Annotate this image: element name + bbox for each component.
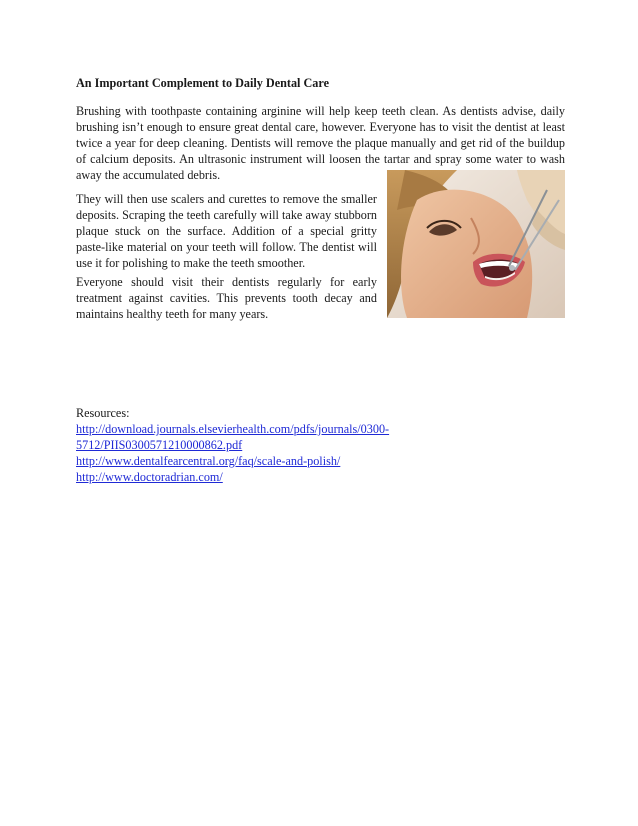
paragraph-scalers: They will then use scalers and curettes to remove the smaller deposits. Scraping the teeth carefully will take away stubborn plaque stuck on the surface. Addition of a special gritty paste-like material on your teeth will follow. The dentist will use it for polishing to make the teeth smoother.	[76, 192, 377, 270]
resource-link-dentalfearcentral[interactable]: http://www.dentalfearcentral.org/faq/scale-and-polish/	[76, 454, 341, 468]
dental-photo-illustration	[387, 170, 565, 318]
resource-link-doctoradrian[interactable]: http://www.doctoradrian.com/	[76, 470, 223, 484]
paragraph-intro: Brushing with toothpaste containing arginine will help keep teeth clean. As dentists advise, daily brushing isn’t enough to ensure great dental care, however. Everyone has to visit the dentist at least twice a year for deep cleaning. Dentists will remove the plaque manually and get rid of the buildup of calcium deposits. An ultrasonic instrument will loosen the tartar and spray some water to wash away the accumulated debris.	[76, 104, 565, 182]
document-title: An Important Complement to Daily Dental Care	[76, 76, 329, 90]
dental-patient-photo	[387, 170, 565, 318]
resources-label: Resources:	[76, 406, 130, 420]
resource-link-elsevier[interactable]: http://download.journals.elsevierhealth.com/pdfs/journals/0300-5712/PIIS0300571210000862.pdf	[76, 422, 390, 452]
resources-section	[76, 405, 476, 485]
paragraph-regular-visits: Everyone should visit their dentists regularly for early treatment against cavities. This prevents tooth decay and maintains healthy teeth for many years.	[76, 275, 377, 321]
